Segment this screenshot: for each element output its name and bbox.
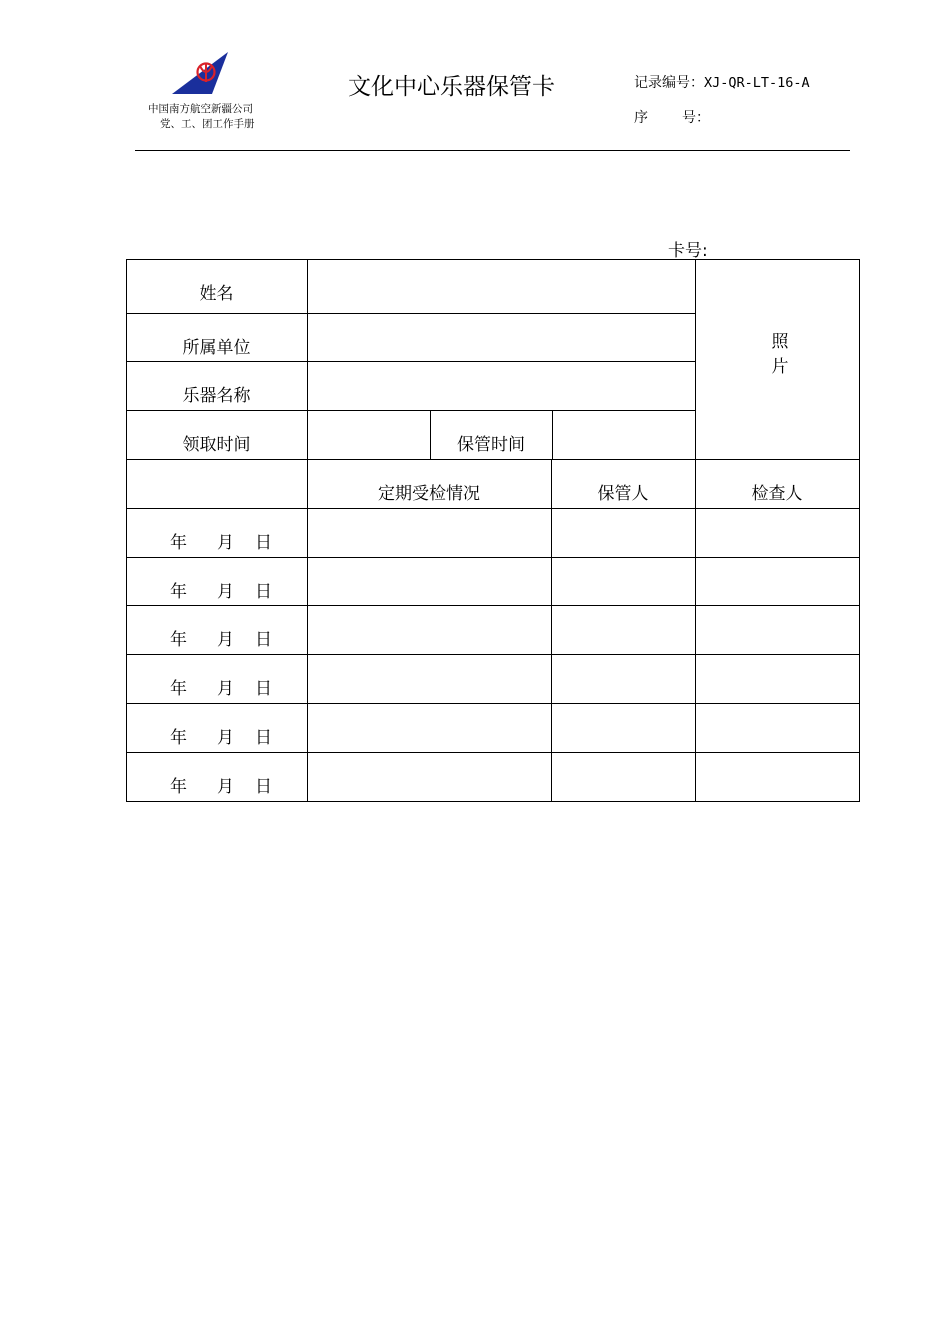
card-number-label: 卡号: <box>668 241 708 261</box>
header-divider <box>135 150 850 151</box>
page-title: 文化中心乐器保管卡 <box>348 74 555 100</box>
unit-label: 所属单位 <box>182 338 251 358</box>
date-row-2: 年 月 日 <box>170 582 272 602</box>
sequence-label-b: 号： <box>682 110 710 126</box>
org-subtitle: 党、工、团工作手册 <box>160 118 255 130</box>
photo-char-1: 照 <box>771 332 789 352</box>
checker-column-header: 检查人 <box>751 484 803 504</box>
sequence-number <box>634 107 710 127</box>
photo-placeholder <box>770 330 790 380</box>
photo-char-2: 片 <box>771 357 789 377</box>
instrument-name-label: 乐器名称 <box>182 386 251 406</box>
record-number-code: XJ-QR-LT-16-A <box>704 75 810 91</box>
keep-time-label: 保管时间 <box>457 435 525 455</box>
org-name: 中国南方航空新疆公司 <box>148 103 253 115</box>
record-number-label: 记录编号： <box>634 75 704 91</box>
date-row-6: 年 月 日 <box>170 777 272 797</box>
inspection-column-header: 定期受检情况 <box>378 484 480 504</box>
sequence-label-a: 序 <box>634 110 648 126</box>
name-label: 姓名 <box>199 284 234 304</box>
date-row-1: 年 月 日 <box>170 533 272 553</box>
record-number <box>634 72 810 92</box>
keeper-column-header: 保管人 <box>597 484 649 504</box>
receive-time-label: 领取时间 <box>182 435 251 455</box>
date-row-3: 年 月 日 <box>170 630 272 650</box>
date-row-5: 年 月 日 <box>170 728 272 748</box>
date-row-4: 年 月 日 <box>170 679 272 699</box>
airline-logo <box>168 50 232 96</box>
